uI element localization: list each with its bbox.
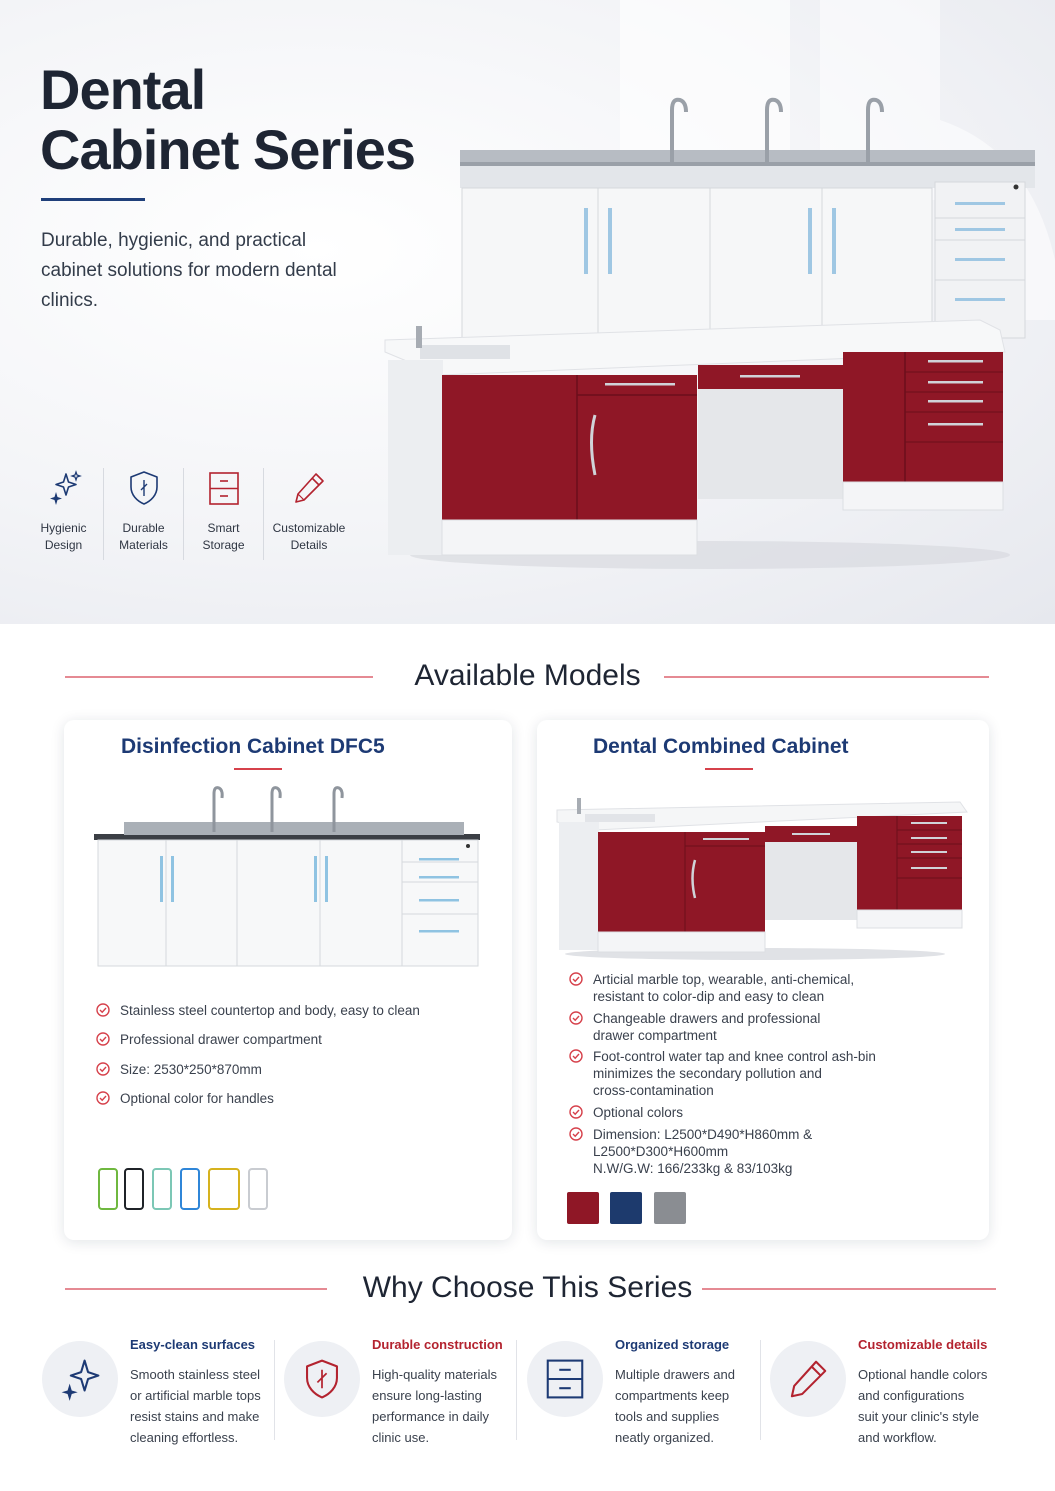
cabinet-color-swatch-red[interactable] (567, 1192, 599, 1224)
why-item-title: Easy-clean surfaces (130, 1337, 256, 1352)
why-item-desc: High-quality materials ensure long-lasting performance in daily clinic use. (372, 1367, 497, 1445)
disinfection-bullet (96, 1002, 420, 1019)
why-divider (516, 1340, 517, 1440)
hero-title-line1: Dental (40, 58, 206, 121)
disinfection-bullet (96, 1061, 262, 1078)
why-item-customizable (770, 1336, 1010, 1456)
why-icon-circle (284, 1341, 360, 1417)
check-circle-icon (569, 1049, 583, 1063)
pencil-icon (785, 1356, 831, 1402)
why-heading: Why Choose This Series (362, 1271, 693, 1304)
handle-color-swatch-blue[interactable] (180, 1168, 200, 1210)
combined-bullet (569, 971, 854, 1005)
bullet-text: Optional color for handles (120, 1091, 274, 1106)
bullet-text: Optional colors (593, 1105, 684, 1120)
why-item-desc: Multiple drawers and compartments keep tools and supplies neatly organized. (615, 1367, 735, 1445)
sparkle-icon (57, 1356, 103, 1402)
handle-color-swatch-green[interactable] (98, 1168, 118, 1210)
hero-feature-storage (184, 468, 264, 560)
card-title-rule (705, 768, 753, 770)
disinfection-bullet (96, 1090, 274, 1107)
shield-icon (124, 468, 164, 508)
check-circle-icon (569, 1127, 583, 1141)
check-circle-icon (569, 1011, 583, 1025)
hero-feature-label: Smart Storage (202, 521, 245, 552)
why-divider (760, 1340, 761, 1440)
hero-feature-label: Durable Materials (119, 521, 168, 552)
hero-subtitle: Durable, hygienic, and practical cabinet solutions for modern dental clinics. (41, 230, 337, 311)
check-circle-icon (96, 1032, 110, 1046)
handle-color-swatch-black[interactable] (124, 1168, 144, 1210)
models-heading-section (0, 656, 1055, 696)
why-heading-section (0, 1268, 1055, 1308)
hero-feature-custom (264, 468, 354, 560)
why-item-easy-clean (42, 1336, 282, 1456)
hero-feature-label: Customizable Details (272, 521, 346, 552)
cabinet-color-swatch-grey[interactable] (654, 1192, 686, 1224)
why-item-durable (284, 1336, 524, 1456)
hero-title-line2: Cabinet Series (40, 118, 416, 181)
check-circle-icon (96, 1003, 110, 1017)
hero-cabinet-image (380, 90, 1040, 570)
bullet-text: Professional drawer compartment (120, 1032, 322, 1047)
models-heading: Available Models (414, 659, 641, 692)
drawer-icon (542, 1356, 588, 1402)
combined-bullet (569, 1126, 812, 1177)
bullet-text: Stainless steel countertop and body, easy to clean (120, 1003, 420, 1018)
check-circle-icon (569, 972, 583, 986)
handle-color-swatch-teal[interactable] (152, 1168, 172, 1210)
sparkle-icon (44, 468, 84, 508)
hero-feature-list (24, 468, 354, 560)
drawer-icon (204, 468, 244, 508)
pencil-icon (289, 468, 329, 508)
disinfection-bullet (96, 1031, 322, 1048)
why-item-desc: Smooth stainless steel or artificial marble tops resist stains and make cleaning effortless. (130, 1367, 261, 1445)
bullet-text: Articial marble top, wearable, anti-chemical, resistant to color-dip and easy to clean (593, 972, 855, 1004)
hero-feature-durable (104, 468, 184, 560)
check-circle-icon (569, 1105, 583, 1119)
hero-title (40, 60, 415, 180)
combined-bullet (569, 1048, 876, 1099)
bullet-text: Foot-control water tap and knee control ash-bin minimizes the secondary pollution and cross-contamination (593, 1049, 876, 1098)
hero-section (0, 0, 1055, 624)
combined-bullet (569, 1104, 683, 1121)
combined-cabinet-image (555, 794, 970, 974)
bullet-text: Changeable drawers and professional drawer compartment (593, 1011, 821, 1043)
why-divider (274, 1340, 275, 1440)
bullet-text: Size: 2530*250*870mm (120, 1062, 262, 1077)
why-icon-circle (42, 1341, 118, 1417)
why-item-title: Durable construction (372, 1337, 503, 1352)
card-title-rule (234, 768, 282, 770)
why-item-title: Organized storage (615, 1337, 730, 1352)
hero-feature-hygienic (24, 468, 104, 560)
why-item-desc: Optional handle colors and configurations suit your clinic's style and workflow. (858, 1367, 988, 1445)
card-title: Disinfection Cabinet DFC5 (121, 735, 385, 758)
combined-bullet (569, 1010, 820, 1044)
why-icon-circle (770, 1341, 846, 1417)
disinfection-cabinet-image (94, 784, 484, 974)
why-item-storage (527, 1336, 767, 1456)
disinfection-cabinet-card (64, 720, 512, 1240)
card-title: Dental Combined Cabinet (593, 735, 849, 758)
why-item-title: Customizable details (858, 1337, 988, 1352)
hero-feature-label: Hygienic Design (40, 521, 87, 552)
bullet-text: Dimension: L2500*D490*H860mm & L2500*D300*H600mm N.W/G.W: 166/233kg & 83/103kg (593, 1127, 813, 1176)
why-icon-circle (527, 1341, 603, 1417)
shield-icon (299, 1356, 345, 1402)
hero-title-rule (41, 198, 145, 201)
check-circle-icon (96, 1091, 110, 1105)
handle-color-swatch-grey[interactable] (248, 1168, 268, 1210)
check-circle-icon (96, 1062, 110, 1076)
handle-color-swatch-yellow[interactable] (208, 1168, 240, 1210)
cabinet-color-swatch-navy[interactable] (610, 1192, 642, 1224)
